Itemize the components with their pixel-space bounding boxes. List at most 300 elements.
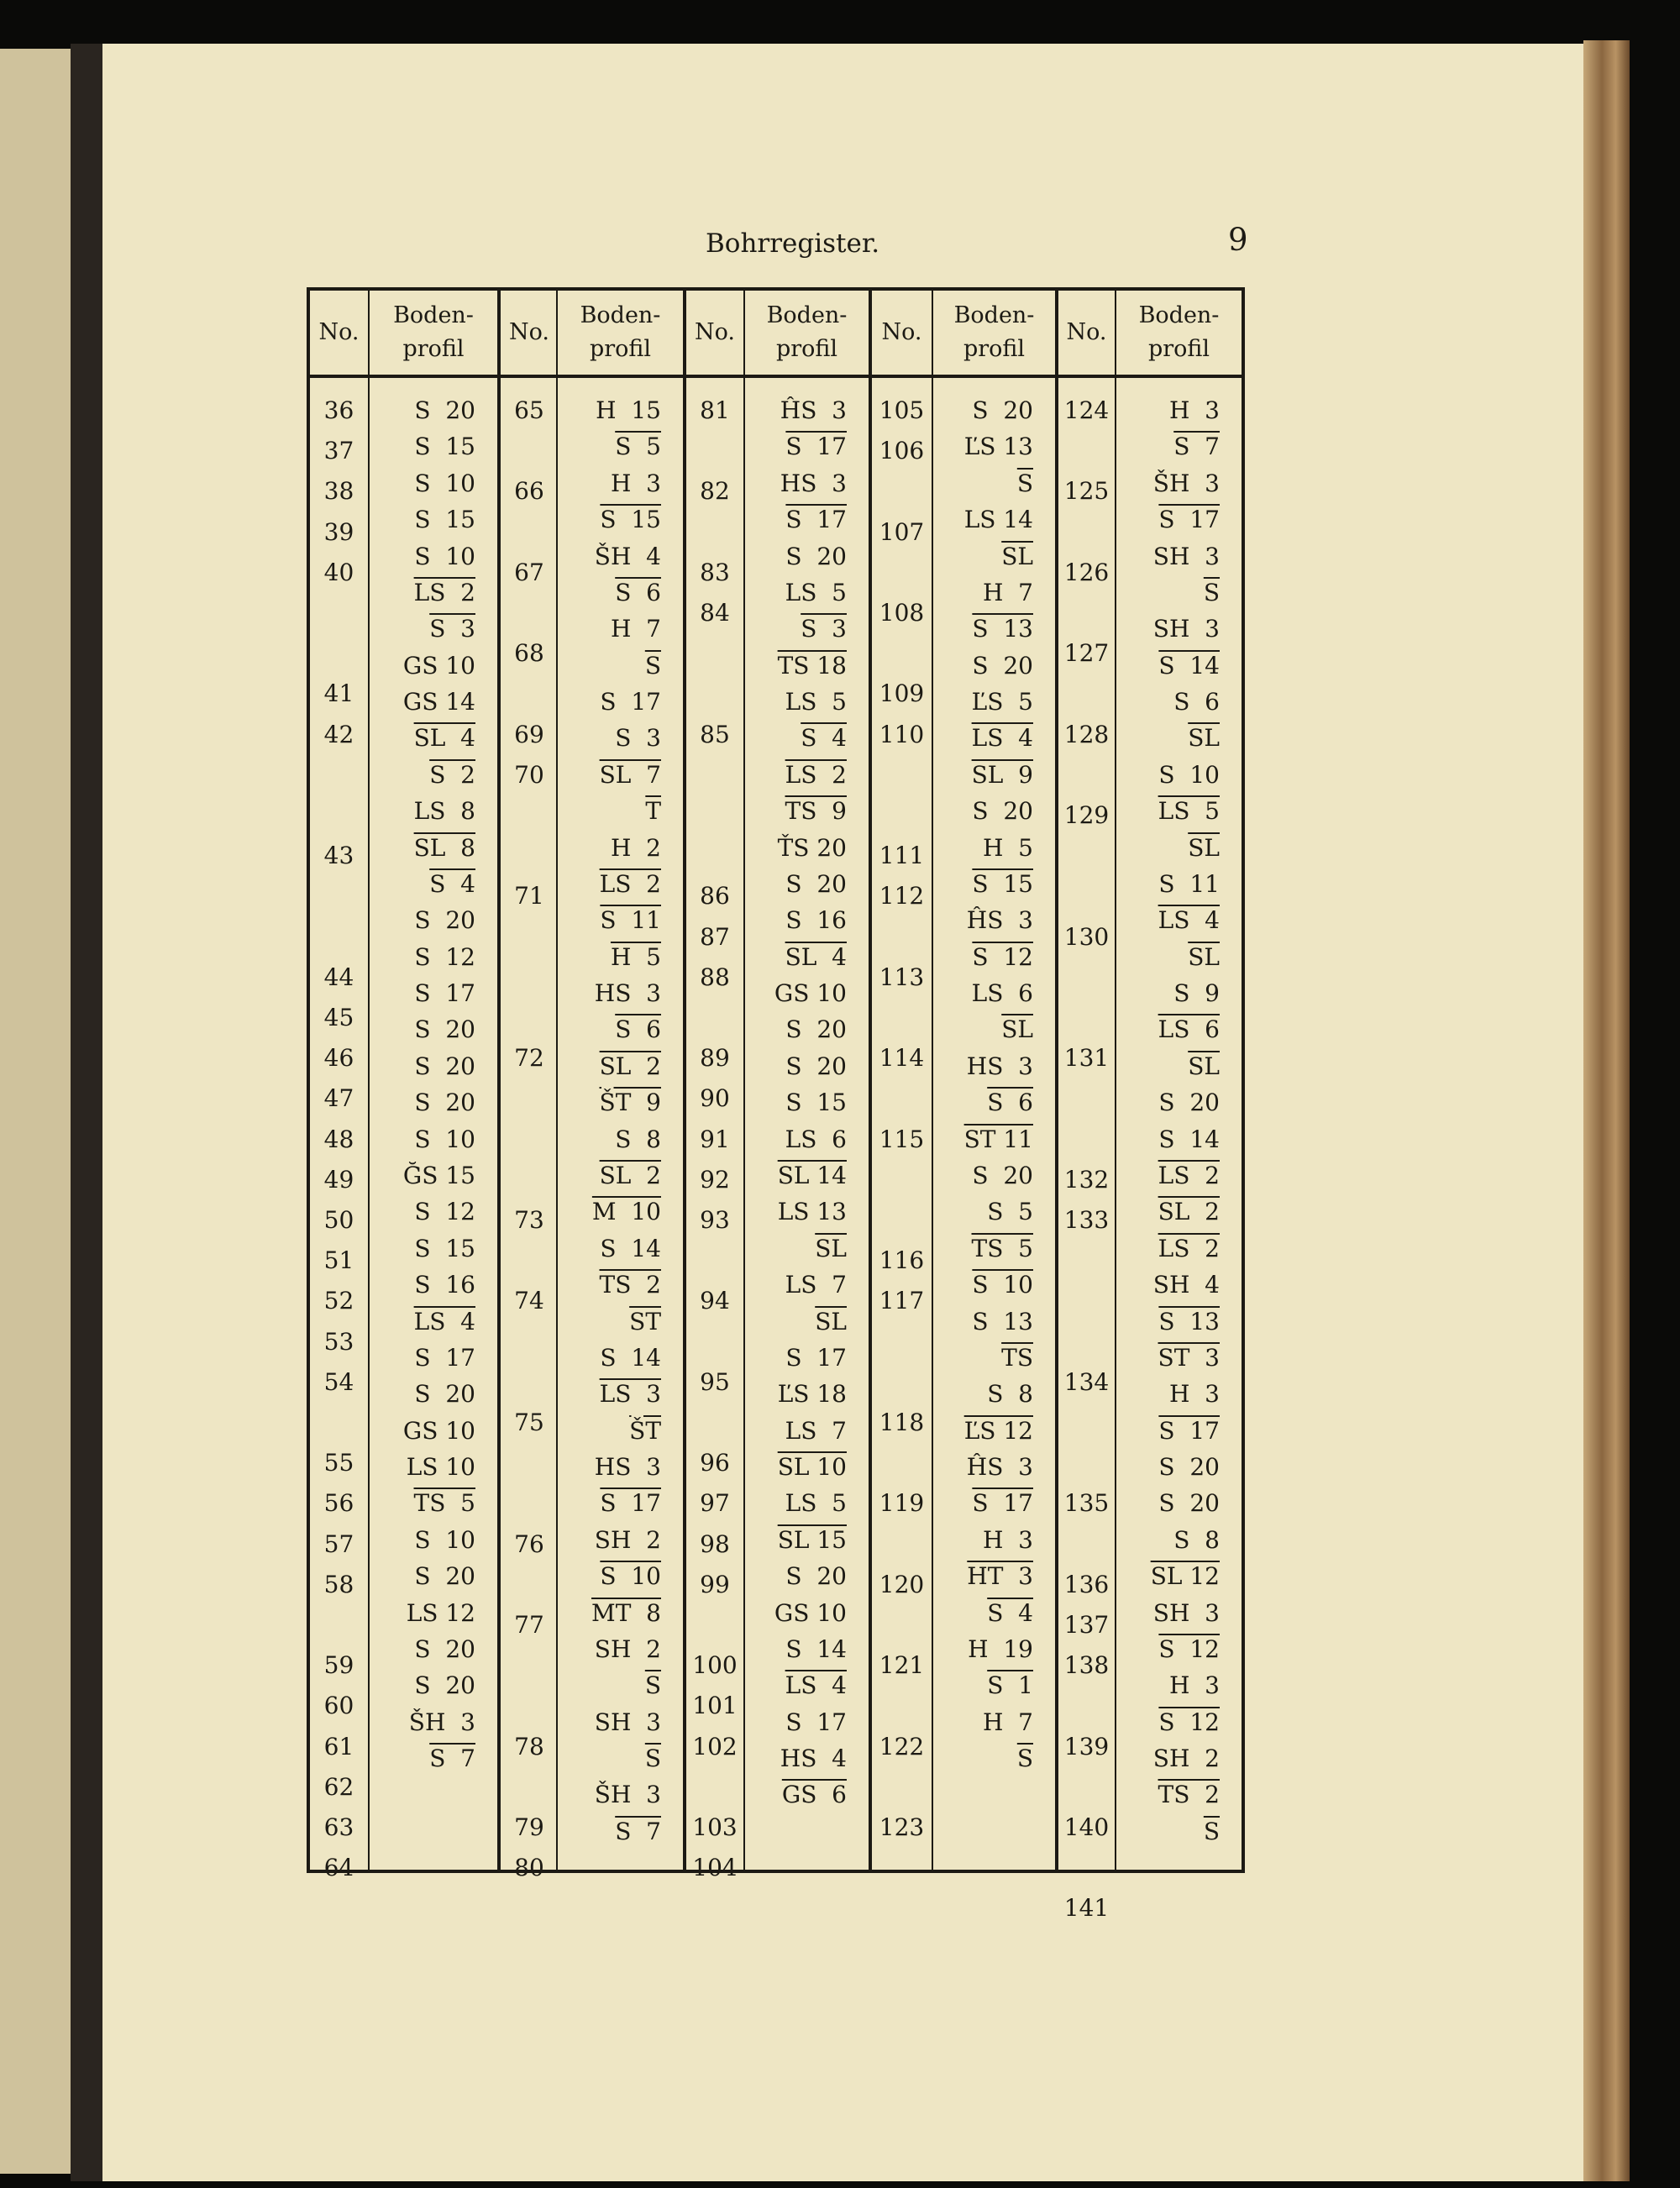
soil-profile-entry: TS 5 [413,1489,475,1518]
soil-profile-entry: LS 6 [1158,1015,1220,1044]
bore-number: 48 [323,1125,354,1153]
soil-profile-entry: S 13 [972,1307,1033,1335]
soil-profile-entry: S 6 [615,1015,661,1044]
soil-profile-entry: ĽS 13 [963,433,1033,461]
bore-number: 118 [879,1409,925,1436]
bore-number: 102 [692,1732,738,1760]
bore-number: 107 [879,517,925,546]
bore-number: 135 [1063,1489,1110,1518]
bore-number: 117 [879,1287,925,1315]
column-rule [497,291,501,1870]
soil-profile-entry: S 20 [972,797,1033,826]
soil-profile-entry: HS 3 [594,979,661,1008]
soil-profile-entry: HS 3 [594,1453,661,1482]
soil-profile-entry: $\overline{S}$ [1016,1745,1033,1773]
bore-number: 62 [323,1772,354,1801]
soil-profile-entry: S 12 [414,1198,475,1226]
bore-number: 63 [323,1813,354,1841]
bore-number: 57 [323,1530,354,1558]
soil-profile-entry: S 15 [414,1234,475,1262]
bore-number: 98 [700,1530,730,1558]
soil-profile-entry: S 8 [1173,1525,1220,1554]
bore-number: 85 [700,720,730,748]
soil-profile-entry: S 6 [615,578,661,606]
soil-profile-entry: ĤS 3 [966,1453,1033,1482]
soil-profile-entry: SL 12 [1150,1562,1220,1591]
soil-profile-entry: SL 10 [777,1453,847,1482]
bore-number: 65 [514,396,544,424]
soil-profile-entry: $\overline{ST}$ [629,1307,661,1335]
header-rule [310,375,1242,378]
bore-number: 71 [514,882,544,910]
soil-profile-entry: H 3 [1168,1380,1220,1409]
soil-profile-entry: S 4 [429,869,475,898]
bore-number: 75 [514,1409,544,1436]
soil-profile-entry: ŠT 9 [599,1089,661,1117]
soil-profile-entry: S 11 [600,906,661,935]
soil-profile-entry: S 17 [972,1489,1033,1518]
soil-profile-entry: S 1 [987,1671,1033,1700]
bore-number: 104 [692,1854,738,1882]
soil-profile-entry: S 11 [1158,869,1220,898]
soil-profile-entry: SL 2 [1158,1198,1220,1226]
bore-number: 72 [514,1044,544,1073]
soil-profile-entry: LS 4 [971,724,1033,753]
bore-number: 140 [1063,1813,1110,1841]
soil-profile-entry: S 20 [1158,1489,1220,1518]
soil-profile-entry: LS 5 [785,1489,847,1518]
bore-number: 103 [692,1813,738,1841]
bore-number: 126 [1063,558,1110,586]
bore-number: 82 [700,477,730,506]
soil-profile-entry: S 15 [600,506,661,534]
soil-profile-entry: H 7 [982,1708,1033,1736]
soil-profile-entry: H 3 [610,469,661,497]
soil-profile-entry: SH 4 [1152,1271,1220,1299]
soil-profile-entry: S 20 [1158,1453,1220,1482]
soil-profile-entry: S 17 [785,1343,847,1372]
soil-profile-entry: S 20 [972,396,1033,424]
soil-profile-entry: ST 11 [963,1125,1033,1153]
soil-profile-entry: ĞS 15 [402,1161,475,1189]
bore-number: 132 [1063,1165,1110,1194]
soil-profile-entry: SL 2 [599,1161,661,1189]
soil-profile-entry: $\overline{TS}$ [1001,1343,1033,1372]
soil-profile-entry: H 15 [596,396,661,424]
soil-profile-entry: S 8 [987,1380,1033,1409]
bore-number: 79 [514,1813,544,1841]
bore-number: 77 [514,1611,544,1639]
soil-profile-entry: S 13 [972,615,1033,643]
soil-profile-entry: S 20 [414,396,475,424]
column-header-bodenprofil: Boden- profil [580,302,661,362]
bore-number: 100 [692,1651,738,1680]
soil-profile-entry: $\overline{S}$ [1203,1817,1220,1845]
soil-profile-entry: S 17 [600,1489,661,1518]
column-header-no: No. [318,319,360,345]
soil-profile-entry: S 10 [1158,760,1220,789]
bore-number: 46 [323,1044,354,1073]
soil-profile-entry: GS 10 [774,979,847,1008]
soil-profile-entry: S 6 [987,1089,1033,1117]
bore-number: 74 [514,1287,544,1315]
soil-profile-entry: S 10 [972,1271,1033,1299]
soil-profile-entry: S 12 [972,942,1033,971]
bore-number: 122 [879,1732,925,1760]
soil-profile-entry: LS 7 [785,1416,847,1445]
soil-profile-entry: ĽS 5 [971,688,1033,716]
soil-profile-entry: ŤS 20 [777,833,847,862]
bore-number: 139 [1063,1732,1110,1760]
soil-profile-entry: S 20 [1158,1089,1220,1117]
soil-profile-entry: S 20 [414,1052,475,1080]
soil-profile-entry: SH 2 [594,1634,661,1663]
soil-profile-entry: ŠH 4 [594,542,661,570]
soil-profile-entry: S 12 [414,942,475,971]
bore-number: 112 [879,882,925,910]
soil-profile-entry: LS 6 [971,979,1033,1008]
bore-number: 45 [323,1004,354,1031]
soil-profile-entry: S 20 [785,1015,847,1044]
bore-number: 58 [323,1570,354,1598]
soil-profile-entry: S 7 [429,1745,475,1773]
bore-number: 93 [700,1206,730,1234]
bore-number: 115 [879,1125,925,1153]
bore-number: 133 [1063,1206,1110,1234]
soil-profile-entry: S 20 [414,1089,475,1117]
soil-profile-entry: $\overline{S}$ [644,651,661,679]
soil-profile-entry: LS 8 [413,797,475,826]
bore-number: 92 [700,1165,730,1194]
soil-profile-entry: SH 3 [1152,1598,1220,1627]
soil-profile-entry: H 3 [1168,396,1220,424]
bore-number: 123 [879,1813,925,1841]
soil-profile-entry: S 20 [785,542,847,570]
bore-number: 39 [323,517,354,546]
bore-number: 90 [700,1084,730,1113]
soil-profile-entry: S 20 [414,1634,475,1663]
soil-profile-entry: H 5 [610,942,661,971]
soil-profile-entry: S 15 [785,1089,847,1117]
soil-profile-entry: TS 5 [971,1234,1033,1262]
soil-profile-entry: SH 2 [594,1525,661,1554]
soil-profile-entry: SH 3 [1152,542,1220,570]
soil-profile-entry: S 20 [785,1052,847,1080]
soil-profile-entry: S 12 [1158,1708,1220,1736]
soil-profile-entry: SL 15 [777,1525,847,1554]
soil-profile-entry: S 15 [414,433,475,461]
bore-number: 124 [1063,396,1110,424]
soil-profile-entry: ST 3 [1158,1343,1220,1372]
bore-number: 60 [323,1692,354,1720]
soil-profile-entry: ŠH 3 [408,1708,475,1736]
soil-profile-entry: S 20 [414,1380,475,1409]
soil-profile-entry: LS 5 [1158,797,1220,826]
soil-profile-entry: S 3 [615,724,661,753]
bore-number: 73 [514,1206,544,1234]
soil-profile-entry: S 17 [785,506,847,534]
bore-number: 56 [323,1489,354,1518]
bore-number: 67 [514,558,544,586]
soil-profile-entry: S 2 [429,760,475,789]
bore-number: 78 [514,1732,544,1760]
soil-profile-entry: MT 8 [591,1598,661,1627]
soil-profile-entry: S 17 [785,433,847,461]
bore-number: 137 [1063,1611,1110,1639]
soil-profile-entry: $\overline{SL}$ [1001,542,1033,570]
bore-number: 88 [700,963,730,991]
soil-profile-entry: S 20 [414,1671,475,1700]
facing-page-edge [0,49,71,2174]
bore-number: 95 [700,1367,730,1396]
soil-profile-entry: LS 2 [1158,1234,1220,1262]
bore-number: 129 [1063,801,1110,829]
bore-number: 51 [323,1246,354,1275]
soil-profile-entry: H 7 [610,615,661,643]
soil-profile-entry: S 14 [785,1634,847,1663]
bore-number: 59 [323,1651,354,1680]
soil-profile-entry: M 10 [591,1198,661,1226]
bore-number: 61 [323,1732,354,1760]
bore-number: 76 [514,1530,544,1558]
soil-profile-entry: $\overline{SL}$ [815,1307,847,1335]
soil-profile-entry: SL 2 [599,1052,661,1080]
soil-profile-entry: S 14 [600,1343,661,1372]
soil-profile-entry: S 17 [785,1708,847,1736]
soil-profile-entry: LS 14 [963,506,1033,534]
soil-profile-entry: GS 6 [781,1781,847,1809]
bore-number: 128 [1063,720,1110,748]
soil-profile-entry: ĤS 3 [780,396,847,424]
soil-profile-entry: GS 14 [402,688,475,716]
soil-profile-entry: S 14 [1158,1125,1220,1153]
bore-number: 69 [514,720,544,748]
bore-number: 120 [879,1570,925,1598]
bore-number: 68 [514,639,544,668]
bore-number: 54 [323,1367,354,1396]
bore-number: 106 [879,437,925,465]
column-header-no: No. [1066,319,1107,345]
soil-profile-entry: LS 3 [599,1380,661,1409]
soil-profile-entry: ŠH 3 [1152,469,1220,497]
bore-number: 99 [700,1570,730,1598]
soil-profile-entry: LS 4 [413,1307,475,1335]
soil-profile-entry: $\overline{S}$ [1016,469,1033,497]
soil-profile-entry: S 4 [801,724,847,753]
bore-number: 66 [514,477,544,506]
bore-number: 105 [879,396,925,424]
soil-profile-entry: $\overline{SL}$ [1188,1052,1220,1080]
soil-profile-entry: S 15 [972,869,1033,898]
soil-profile-entry: GS 10 [402,1416,475,1445]
column-header-no: No. [881,319,922,345]
soil-profile-entry: S 17 [414,979,475,1008]
bore-number: 101 [692,1692,738,1720]
soil-profile-entry: LS 5 [785,688,847,716]
soil-profile-entry: LS 5 [785,578,847,606]
soil-profile-entry: LS 4 [785,1671,847,1700]
bore-number: 40 [323,558,354,586]
soil-profile-entry: LS 2 [413,578,475,606]
soil-profile-entry: LS 13 [777,1198,847,1226]
soil-profile-entry: S 17 [1158,506,1220,534]
soil-profile-entry: S 14 [600,1234,661,1262]
soil-profile-entry: SL 4 [413,724,475,753]
bore-number: 110 [879,720,925,748]
soil-profile-entry: HS 3 [780,469,847,497]
soil-profile-entry: S 13 [1158,1307,1220,1335]
bore-number: 36 [323,396,354,424]
soil-profile-entry: ĤS 3 [966,906,1033,935]
soil-profile-entry: LS 12 [406,1598,475,1627]
bore-number: 87 [700,922,730,951]
soil-profile-entry: S 20 [414,1015,475,1044]
bore-number: 91 [700,1125,730,1153]
soil-profile-entry: S 15 [414,506,475,534]
soil-profile-entry: LS 2 [785,760,847,789]
bore-number: 138 [1063,1651,1110,1680]
soil-profile-entry: S 6 [1173,688,1220,716]
bore-number: 43 [323,842,354,870]
soil-profile-entry: SH 2 [1152,1745,1220,1773]
soil-profile-entry: S 20 [785,869,847,898]
soil-profile-entry: $\overline{S}$ [644,1745,661,1773]
soil-profile-entry: S 20 [972,1161,1033,1189]
soil-profile-entry: S 17 [600,688,661,716]
bore-number: 116 [879,1246,925,1275]
soil-profile-entry: SH 3 [1152,615,1220,643]
bore-number: 136 [1063,1570,1110,1598]
soil-profile-entry: H 5 [982,833,1033,862]
bore-number: 64 [323,1854,354,1882]
bore-number: 127 [1063,639,1110,668]
column-header-no: No. [695,319,735,345]
bore-number: 113 [879,963,925,991]
bore-number: 49 [323,1165,354,1194]
column-header-bodenprofil: Boden- profil [393,302,474,362]
bore-number: 44 [323,963,354,991]
bore-number: 121 [879,1651,925,1680]
soil-profile-entry: S 16 [414,1271,475,1299]
column-rule [683,291,686,1870]
soil-profile-entry: $\overline{ŠT}$ [629,1416,661,1445]
bore-number: 89 [700,1044,730,1073]
soil-profile-entry: S 9 [1173,979,1220,1008]
bore-number: 55 [323,1449,354,1477]
bore-number: 125 [1063,477,1110,506]
soil-profile-entry: S 7 [615,1817,661,1845]
bore-number: 97 [700,1489,730,1518]
soil-profile-entry: S 20 [414,906,475,935]
soil-profile-entry: S 10 [600,1562,661,1591]
soil-profile-entry: S 10 [414,1525,475,1554]
bore-number: 42 [323,720,354,748]
soil-profile-entry: S 12 [1158,1634,1220,1663]
bore-number: 38 [323,477,354,506]
column-header-bodenprofil: Boden- profil [1138,302,1220,362]
soil-profile-entry: S 4 [987,1598,1033,1627]
page-stack-edge [1583,40,1630,2181]
soil-profile-entry: LS 4 [1158,906,1220,935]
soil-profile-entry: S 3 [801,615,847,643]
column-header-no: No. [509,319,549,345]
page-number: 9 [1228,222,1248,258]
soil-profile-entry: ĽS 18 [777,1380,847,1409]
soil-profile-entry: $\overline{SL}$ [1188,942,1220,971]
soil-profile-entry: LS 2 [599,869,661,898]
soil-profile-entry: SL 4 [785,942,847,971]
soil-profile-entry: H 3 [1168,1671,1220,1700]
bore-number: 52 [323,1287,354,1315]
soil-profile-entry: S 5 [987,1198,1033,1226]
soil-profile-entry: S 7 [1173,433,1220,461]
soil-profile-entry: H 19 [968,1634,1033,1663]
column-header-bodenprofil: Boden- profil [953,302,1035,362]
soil-profile-entry: $\overline{SL}$ [1188,833,1220,862]
bore-number: 109 [879,679,925,708]
soil-profile-entry: S 16 [785,906,847,935]
soil-profile-entry: H 7 [982,578,1033,606]
soil-profile-entry: TS 9 [785,797,847,826]
soil-profile-entry: S 17 [414,1343,475,1372]
bore-number: 83 [700,558,730,586]
soil-profile-entry: $\overline{SL}$ [1188,724,1220,753]
soil-profile-entry: S 3 [429,615,475,643]
soil-profile-entry: GS 10 [402,651,475,679]
bore-number: 50 [323,1206,354,1234]
book-gutter [71,44,102,2181]
soil-profile-entry: SL 14 [777,1161,847,1189]
soil-profile-entry: HS 3 [966,1052,1033,1080]
soil-profile-entry: HS 4 [780,1745,847,1773]
soil-profile-entry: S 20 [414,1562,475,1591]
bore-number: 47 [323,1084,354,1113]
bore-number: 37 [323,437,354,465]
soil-profile-entry: $\overline{S}$ [644,1671,661,1700]
soil-profile-entry: S 10 [414,542,475,570]
soil-profile-entry: $\overline{SL}$ [1001,1015,1033,1044]
soil-profile-entry: S 17 [1158,1416,1220,1445]
bore-number: 80 [514,1854,544,1882]
soil-profile-entry: TS 18 [777,651,847,679]
soil-profile-entry: LS 6 [785,1125,847,1153]
soil-profile-entry: S 20 [785,1562,847,1591]
soil-profile-entry: S 20 [972,651,1033,679]
soil-profile-entry: LS 7 [785,1271,847,1299]
bore-number: 141 [1063,1894,1110,1923]
soil-profile-entry: LS 10 [406,1453,475,1482]
soil-profile-entry: S 10 [414,469,475,497]
soil-profile-entry: HT 3 [967,1562,1033,1591]
soil-profile-entry: SL 8 [413,833,475,862]
column-header-bodenprofil: Boden- profil [766,302,848,362]
bore-number: 96 [700,1449,730,1477]
bore-number: 134 [1063,1367,1110,1396]
soil-profile-entry: SH 3 [594,1708,661,1736]
bore-number: 86 [700,882,730,910]
page-title: Bohrregister. [706,228,880,259]
bore-number: 119 [879,1489,925,1518]
soil-profile-entry: $\overline{SL}$ [815,1234,847,1262]
bore-number: 111 [879,842,925,870]
soil-profile-entry: SL 7 [599,760,661,789]
soil-profile-entry: S 5 [615,433,661,461]
soil-profile-entry: ŠH 3 [594,1781,661,1809]
soil-profile-entry: H 2 [610,833,661,862]
bore-number: 108 [879,599,925,627]
bore-number: 81 [700,396,730,424]
soil-profile-entry: TS 2 [1158,1781,1220,1809]
